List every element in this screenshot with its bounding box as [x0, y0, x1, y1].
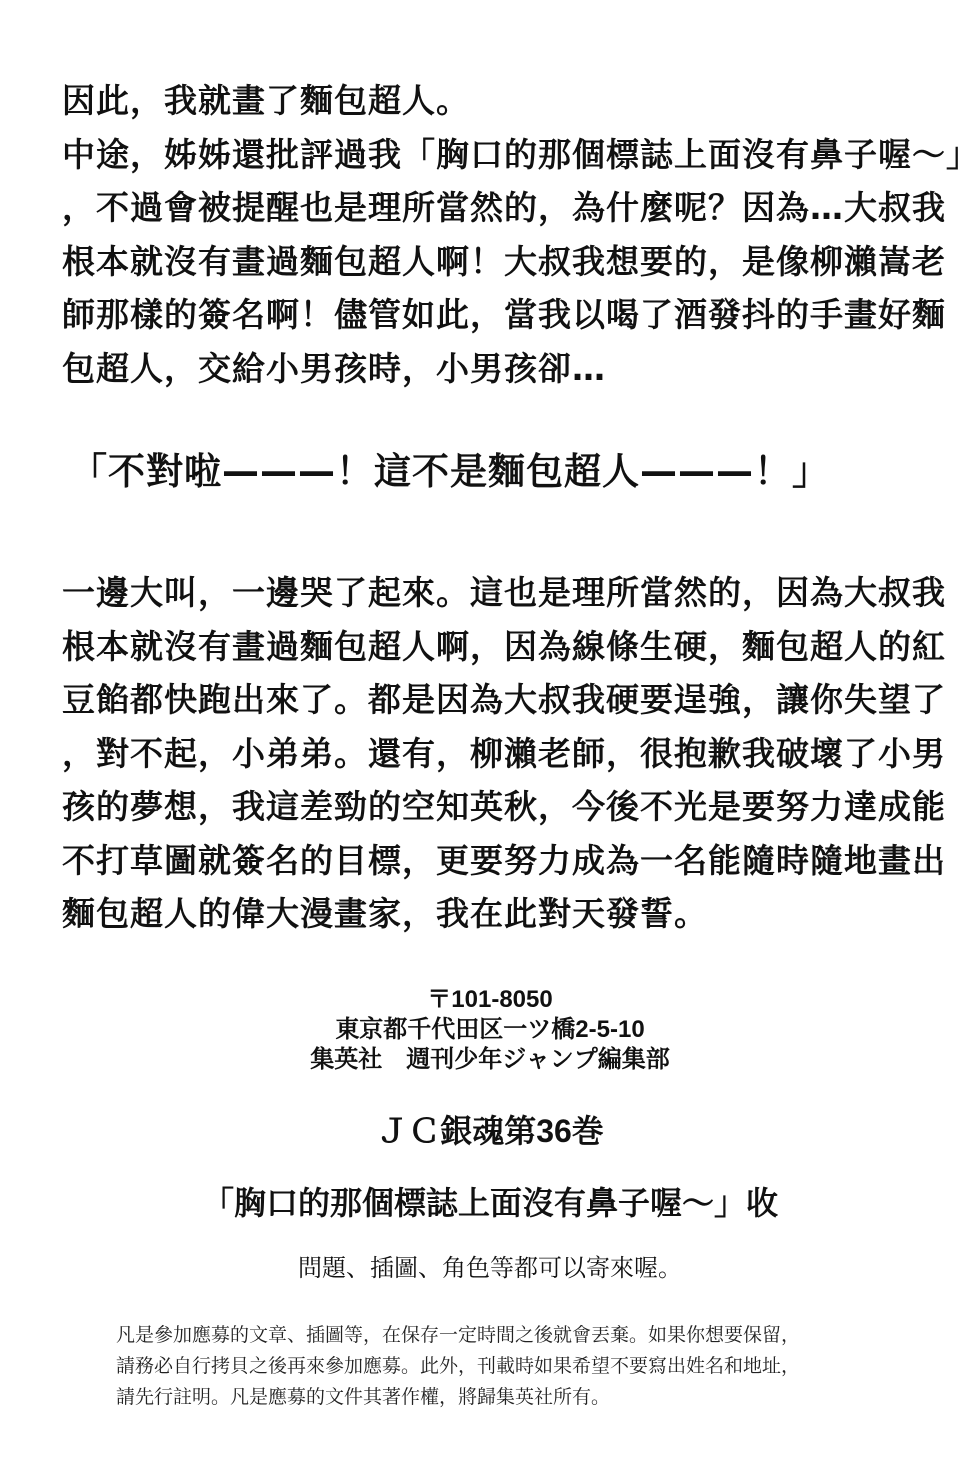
text-line: 不打草圖就簽名的目標，更要努力成為一名能隨時隨地畫出 — [62, 840, 946, 880]
text-line: 因此，我就畫了麵包超人。 — [62, 81, 470, 120]
notice-line: 請先行註明。凡是應募的文件其著作權，將歸集英社所有。 — [116, 1386, 611, 1408]
text-line: ，不過會被提醒也是理所當然的，為什麼呢？因為…大叔我 — [62, 188, 946, 227]
street-address: 東京都千代田区一ツ橋2-5-10 — [335, 1016, 645, 1043]
volume-title: ＪＣ銀魂第36巻 — [376, 1113, 604, 1149]
handwritten-paragraph-2 — [62, 566, 946, 941]
text-line: 根本就沒有畫過麵包超人啊！大叔我想要的，是像柳瀨嵩老 — [62, 241, 946, 281]
text-line: 師那樣的簽名啊！儘管如此，當我以喝了酒發抖的手畫好麵 — [62, 295, 946, 334]
mailing-address — [0, 985, 980, 1075]
text-line: 一邊大叫，一邊哭了起來。這也是理所當然的，因為大叔我 — [62, 573, 946, 612]
editorial-dept: 集英社 週刊少年ジャンプ編集部 — [310, 1046, 670, 1073]
text-line: 麵包超人的偉大漫畫家，我在此對天發誓。 — [62, 894, 708, 933]
text-line: 包超人，交給小男孩時，小男孩卻… — [62, 348, 606, 388]
shout-quote: 「不對啦———！這不是麵包超人———！」 — [70, 450, 830, 493]
text-line: 豆餡都快跑出來了。都是因為大叔我硬要逞強，讓你失望了 — [62, 680, 946, 719]
text-line: 孩的夢想，我這差勁的空知英秋，今後不光是要努力達成能 — [62, 787, 946, 826]
notice-line: 凡是參加應募的文章、插圖等，在保存一定時間之後就會丟棄。如果你想要保留， — [116, 1324, 801, 1346]
text-line: 根本就沒有畫過麵包超人啊，因為線條生硬，麵包超人的紅 — [62, 626, 946, 666]
recipient-line: 「胸口的那個標誌上面沒有鼻子喔～」收 — [201, 1185, 778, 1221]
text-line: ，對不起，小弟弟。還有，柳瀨老師，很抱歉我破壞了小男 — [62, 733, 946, 773]
notice-line: 請務必自行拷貝之後再來參加應募。此外，刊載時如果希望不要寫出姓名和地址， — [116, 1355, 801, 1377]
submission-invite: 問題、插圖、角色等都可以寄來喔。 — [298, 1255, 682, 1282]
text-line: 中途，姊姊還批評過我「胸口的那個標誌上面沒有鼻子喔～」 — [62, 134, 980, 174]
postal-code: 〒101-8050 — [427, 986, 553, 1013]
handwritten-paragraph-1 — [62, 74, 980, 395]
submission-notice — [116, 1320, 896, 1413]
